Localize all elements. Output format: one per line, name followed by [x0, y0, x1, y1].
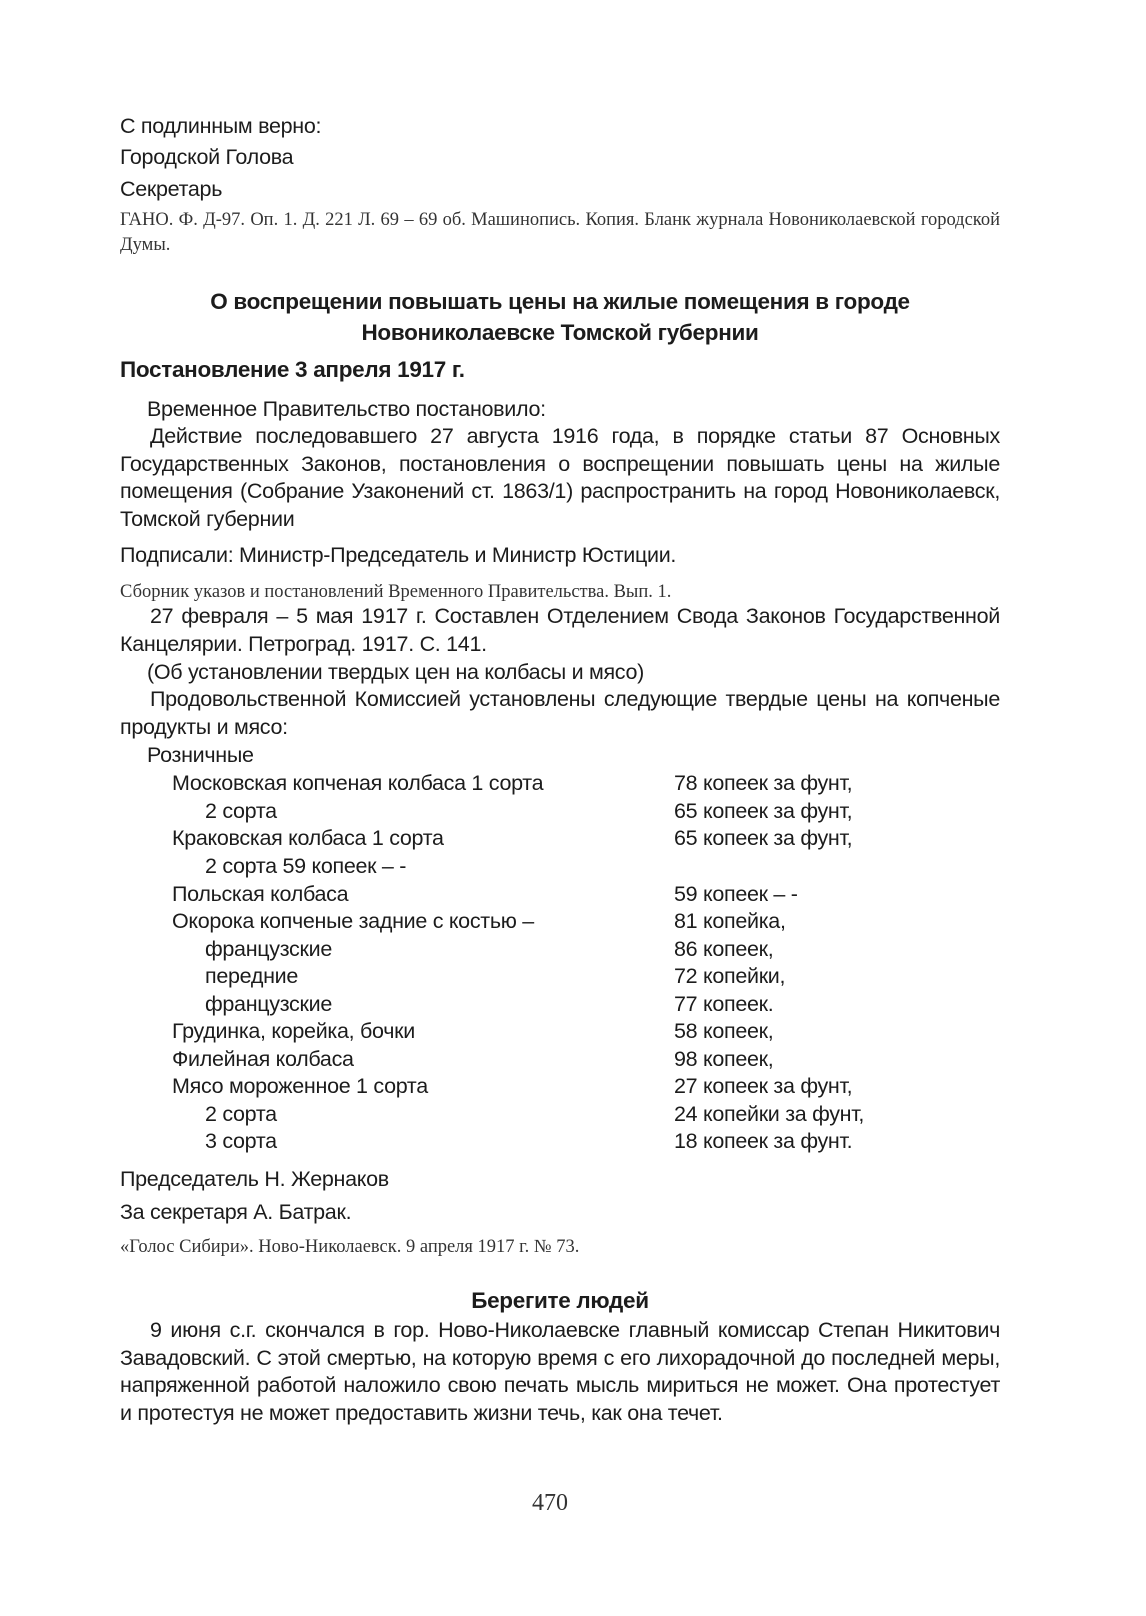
price-item: передние [205, 964, 299, 988]
section-heading: (Об установлении твердых цен на колбасы и мясо) [147, 660, 645, 684]
page-number: 470 [532, 1490, 568, 1516]
price-item: Филейная колбаса [172, 1047, 354, 1071]
secretary-signature: За секретаря А. Батрак. [120, 1200, 352, 1224]
retail-label: Розничные [147, 743, 254, 767]
price-value: 98 копеек, [674, 1047, 774, 1071]
price-value: 72 копейки, [674, 964, 786, 988]
price-item: 2 сорта [205, 1102, 277, 1126]
paragraph: Действие последовавшего 27 августа 1916 года, в порядке статьи 87 Основных Государственных Законов, постановления о воспрещении повышать цены на жилые помещения (Собрание Узаконений ст. 1863/1) распространить на город Новониколаевск, Томской губернии [120, 424, 1000, 531]
price-value: 58 копеек, [674, 1019, 774, 1043]
price-value: 65 копеек за фунт, [674, 799, 853, 823]
price-item: Грудинка, корейка, бочки [172, 1019, 415, 1043]
price-value: 65 копеек за фунт, [674, 826, 853, 850]
price-item: 2 сорта 59 копеек – - [205, 854, 407, 878]
price-value: 24 копейки за фунт, [674, 1102, 865, 1126]
price-value: 59 копеек – - [674, 882, 798, 906]
section-title-line: О воспрещении повышать цены на жилые помещения в городе [210, 289, 910, 314]
price-item: Краковская колбаса 1 сорта [172, 826, 444, 850]
price-value: 77 копеек. [674, 992, 774, 1016]
paragraph: Продовольственной Комиссией установлены следующие твердые цены на копченые продукты и мясо: [120, 687, 1000, 739]
price-value: 27 копеек за фунт, [674, 1074, 853, 1098]
collection-source-continued: 27 февраля – 5 мая 1917 г. Составлен Отделением Свода Законов Государственной Канцелярии. Петроград. 1917. С. 141. [120, 604, 1000, 656]
newspaper-source: «Голос Сибири». Ново-Николаевск. 9 апреля 1917 г. № 73. [120, 1237, 580, 1257]
chairman-signature: Председатель Н. Жернаков [120, 1167, 389, 1191]
archive-source: ГАНО. Ф. Д-97. Оп. 1. Д. 221 Л. 69 – 69 об. Машинопись. Копия. Бланк журнала Новониколаевской городской Думы. [120, 210, 1000, 255]
collection-source: Сборник указов и постановлений Временного Правительства. Вып. 1. [120, 582, 672, 602]
section-title-line: Новониколаевске Томской губернии [361, 320, 759, 345]
signed-line: Подписали: Министр-Председатель и Министр Юстиции. [120, 543, 677, 567]
section-title: Берегите людей [471, 1288, 649, 1313]
price-item: Окорока копченые задние с костью – [172, 909, 534, 933]
price-value: 78 копеек за фунт, [674, 771, 853, 795]
price-item: Польская колбаса [172, 882, 349, 906]
price-value: 18 копеек за фунт. [674, 1129, 853, 1153]
paragraph: Временное Правительство постановило: [147, 397, 546, 421]
price-value: 86 копеек, [674, 937, 774, 961]
price-item: 3 сорта [205, 1129, 277, 1153]
price-item: 2 сорта [205, 799, 277, 823]
paragraph: 9 июня с.г. скончался в гор. Ново-Николаевске главный комиссар Степан Никитович Завадовский. С этой смертью, на которую время с его лихорадочной до последней меры, напряженной работой наложило свою печать мысль мириться не может. Она протестует и протестуя не может предоставить жизни течь, как она течет. [120, 1318, 1000, 1425]
header-line: Городской Голова [120, 145, 294, 169]
price-item: французские [205, 992, 332, 1016]
header-line: Секретарь [120, 177, 223, 201]
price-item: французские [205, 937, 332, 961]
header-line: С подлинным верно: [120, 114, 322, 138]
price-item: Мясо мороженное 1 сорта [172, 1074, 428, 1098]
decree-subtitle: Постановление 3 апреля 1917 г. [120, 357, 465, 382]
price-item: Московская копченая колбаса 1 сорта [172, 771, 544, 795]
price-value: 81 копейка, [674, 909, 786, 933]
